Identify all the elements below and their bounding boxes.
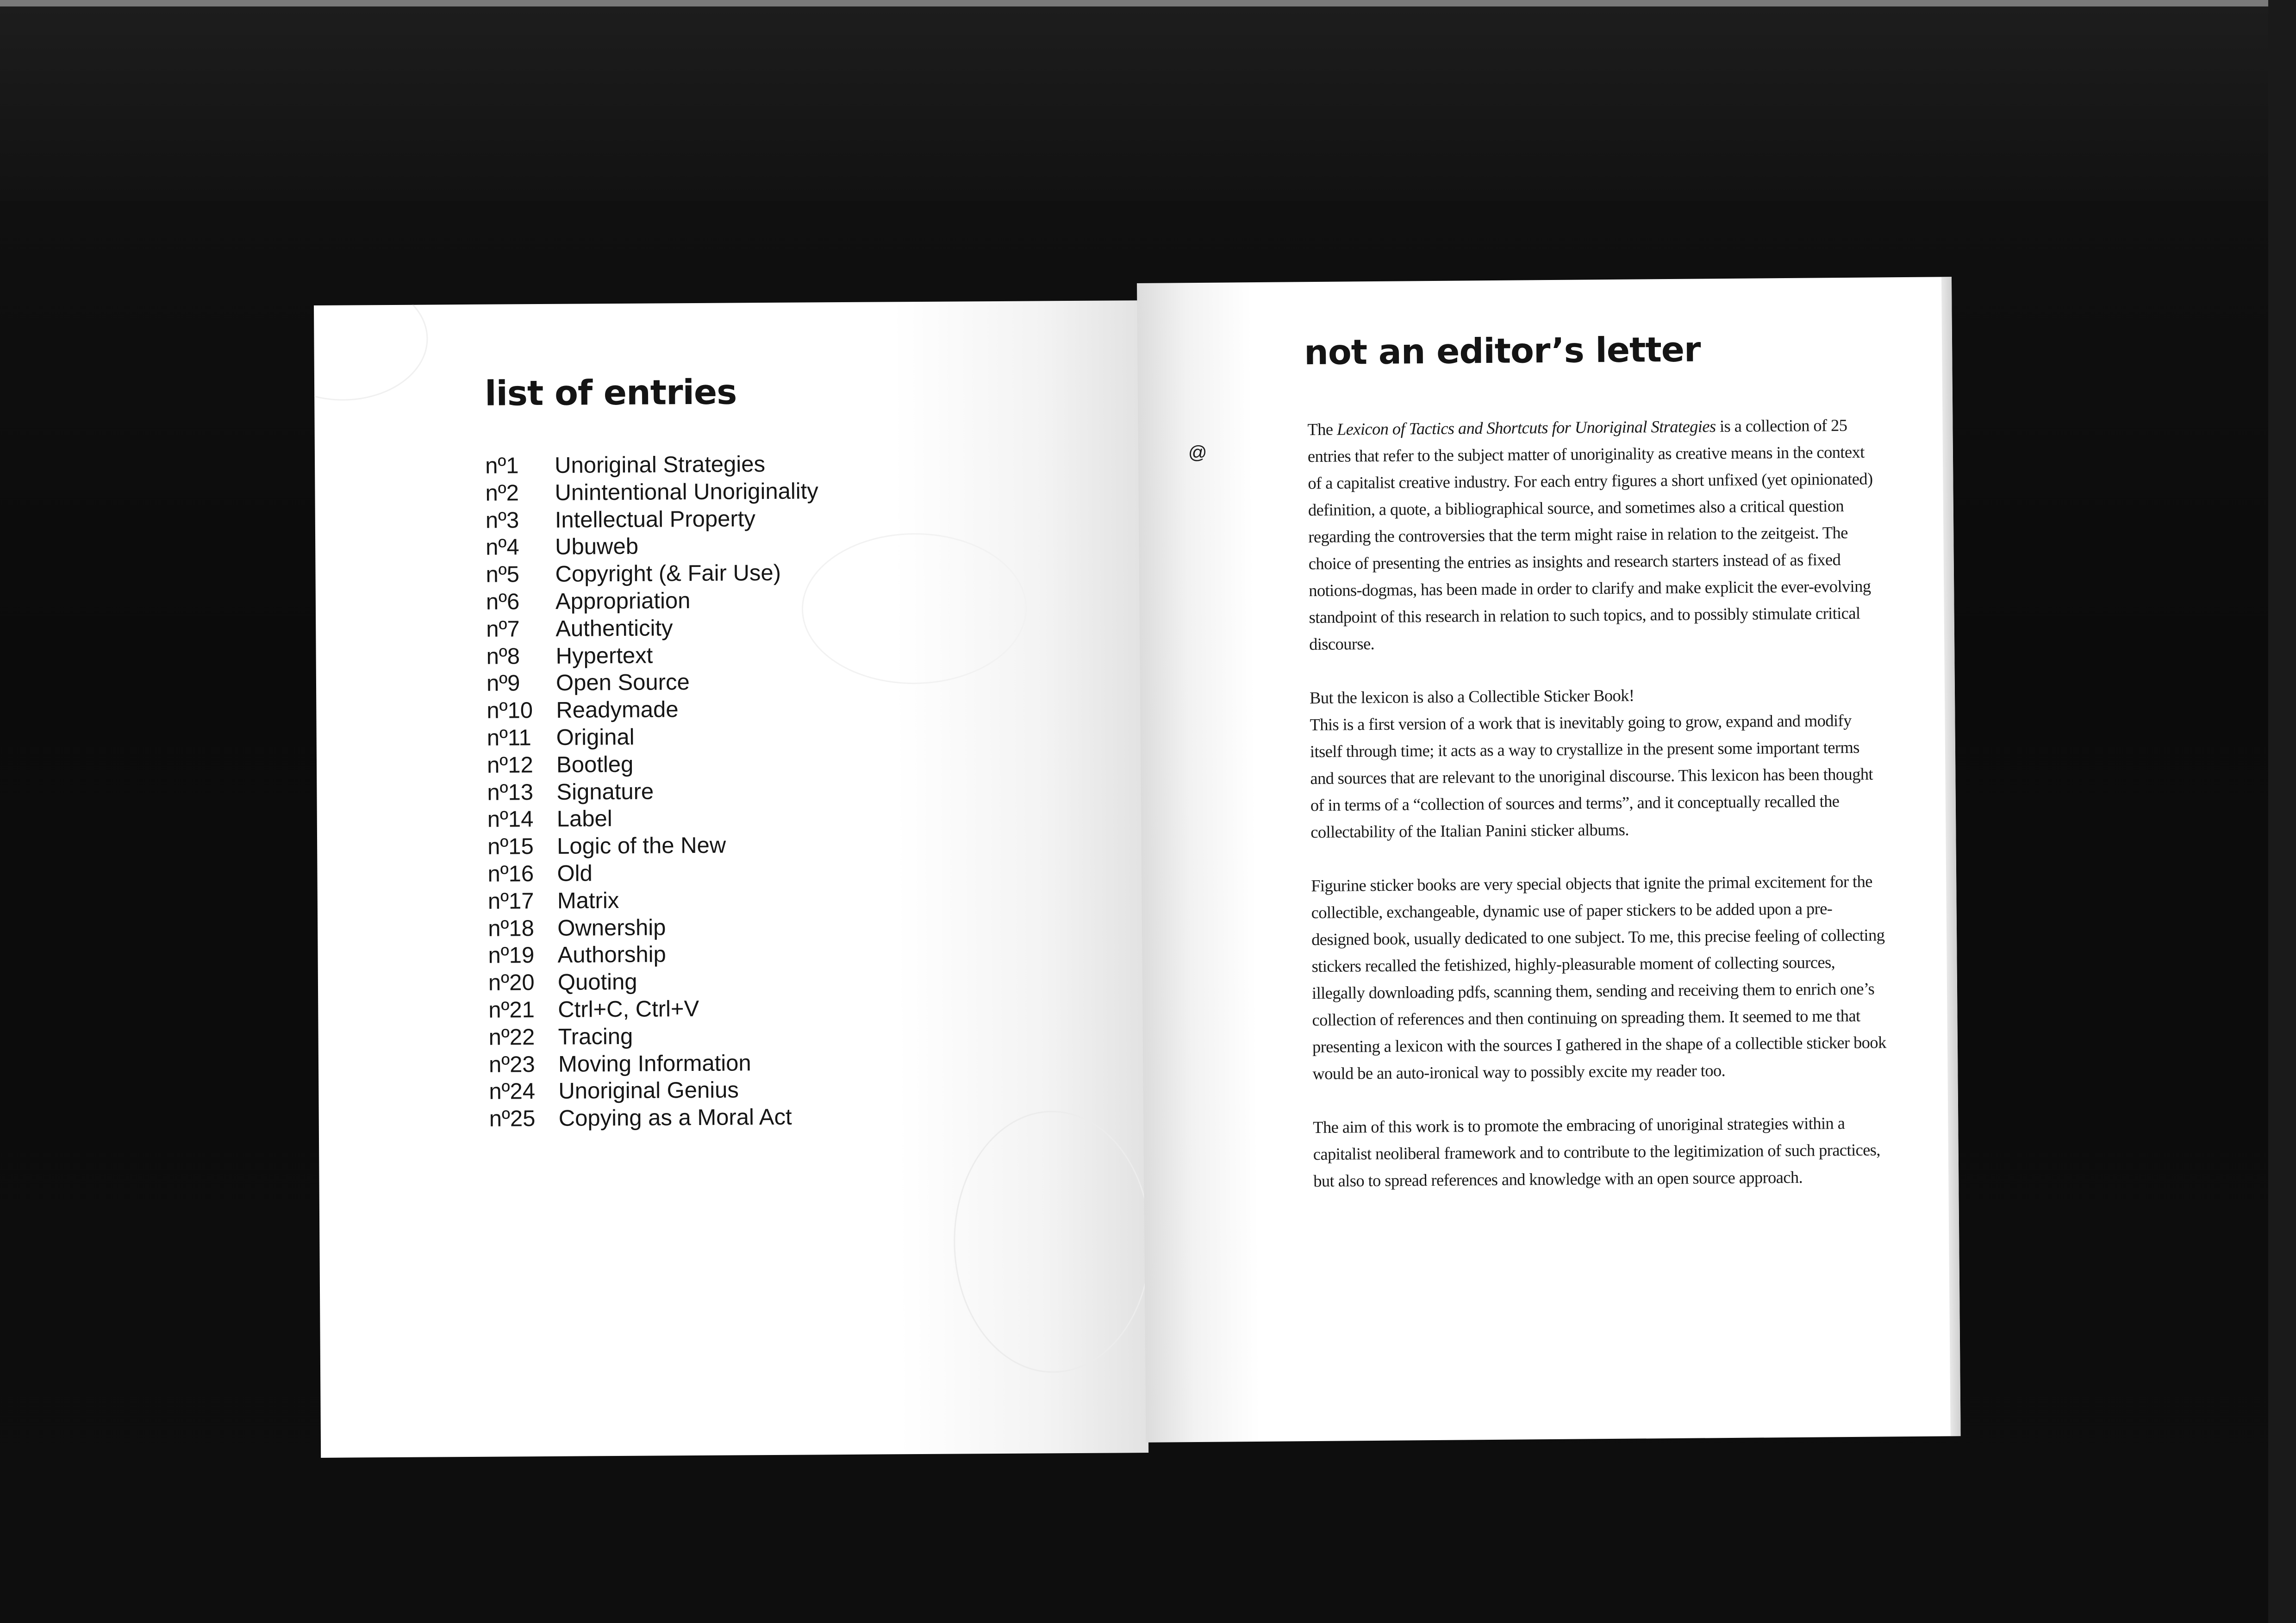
right-page [1137,277,1961,1443]
letter-paragraph: The aim of this work is to promote the embracing of unoriginal strategies within a capitalist neoliberal framework and to contribute to the legitimization of such practices, but also to spread references and knowledge with an open source approach. [1313,1113,1881,1191]
list-item [485,450,818,479]
entries-list [485,450,822,1132]
entry-name: Ctrl+C, Ctrl+V [558,996,699,1022]
letter-text: But the lexicon is also a Collectible Sticker Book! [1309,685,1635,708]
list-item [486,532,819,561]
entry-number: nº2 [485,480,519,506]
list-item [486,586,819,616]
list-item [489,1103,823,1132]
page-title: list of entries [484,372,737,414]
scanner-top-edge [0,0,2296,6]
page-edge-strip [1941,277,1961,1436]
entry-number: nº24 [489,1079,536,1105]
letter-paragraph: Figurine sticker books are very special objects that ignite the primal excitement for the collectible, exchangeable, dynamic use of paper stickers to be added upon a pre-designed book, usually dedicated to one subject. To me, this precise feeling of collecting stickers recalled the fetishized, highly-pleasurable moment of collecting sources, illegally downloading pdfs, scanning them, sending and receiving them to enrich one’s collection of references and then continuing on spreading them. It seemed to me that presenting a lexicon with the sources I gathered in the shape of a collectible sticker book would be an auto-ironical way to possibly excite my reader too. [1311,871,1886,1083]
list-item [488,886,821,915]
entry-number: nº18 [488,915,535,941]
entry-number: nº9 [486,671,520,696]
entry-name: Unoriginal Strategies [554,452,766,478]
entry-name: Unoriginal Genius [558,1077,739,1104]
entry-name: Copyright (& Fair Use) [555,560,781,587]
list-item [488,913,821,942]
editor-letter-body [1307,411,1888,1221]
list-item [487,858,821,888]
ghost-curve-decoration [801,533,1027,685]
entry-name: Bootleg [556,752,634,777]
list-item [487,668,820,697]
letter-paragraph [1310,680,1885,846]
entry-name: Original [556,724,635,750]
entry-number: nº5 [486,562,520,587]
list-item [486,505,819,534]
entry-number: nº11 [487,725,531,751]
list-item [486,560,819,589]
entry-name: Authenticity [555,616,673,641]
list-item [487,777,820,806]
entry-number: nº19 [488,943,535,969]
entry-name: Old [557,861,593,886]
entry-number: nº8 [486,643,520,669]
entry-number: nº10 [487,698,533,723]
list-item [487,722,820,752]
entry-number: nº13 [487,779,534,805]
entry-number: nº15 [487,834,534,859]
letter-text: This is a first version of a work that is inevitably going to grow, expand and modify itself through time; it acts as a way to crystallize in the present some important terms and sources that are relevant to the unoriginal discourse. This lexicon has been thought of in terms of a “collection of sources and terms”, and it conceptually recalled the collectability of the Italian Panini sticker albums. [1310,710,1873,842]
entry-name: Intellectual Property [555,506,756,533]
list-item [487,696,820,725]
list-item [489,1076,822,1106]
list-item [489,1049,822,1078]
entry-name: Readymade [556,697,679,723]
entry-name: Unintentional Unoriginality [555,479,818,505]
scanner-top-band [0,6,2296,201]
letter-paragraph [1307,411,1883,658]
entry-number: nº1 [485,453,519,479]
entry-number: nº16 [487,861,534,887]
entry-name: Authorship [557,942,667,968]
letter-text: is a collection of 25 entries that refer to the subject matter of unoriginality as creative means in the context of a capitalist creative industry. For each entry figures a short unfixed (yet opinionated) definition, a quote, a bibliographical source, and sometimes also a critical question regarding the controversies that the term might raise in relation to the zeitgeist. The choice of presenting the entries as insights and research starters instead of as fixed notions-dogmas, has been made in order to clarify and make explicit the ever-evolving standpoint of this research in relation to such topics, and to possibly stimulate critical discourse. [1307,415,1873,654]
entry-name: Quoting [557,969,637,995]
entry-name: Tracing [558,1024,633,1050]
entry-number: nº6 [486,589,520,615]
entry-number: nº4 [486,535,519,560]
page-title: not an editor’s letter [1304,330,1701,373]
list-item [488,1022,822,1051]
entry-number: nº22 [488,1024,535,1050]
entry-number: nº23 [488,1051,535,1077]
list-item [487,831,821,860]
entry-name: Hypertext [555,643,653,669]
list-item [486,614,819,643]
entry-name: Ownership [557,914,666,941]
at-sign-marker: @ [1188,442,1207,463]
entry-number: nº7 [486,616,520,642]
entry-name: Moving Information [558,1050,751,1077]
list-item [488,967,822,996]
entry-name: Copying as a Moral Act [558,1104,792,1131]
entry-name: Appropriation [555,588,691,614]
list-item [488,940,821,970]
entry-number: nº3 [485,507,519,533]
entry-name: Logic of the New [556,833,726,859]
entry-number: nº14 [487,807,534,833]
entry-number: nº20 [488,970,535,995]
entry-number: nº17 [487,888,534,914]
entry-name: Ubuweb [555,534,639,560]
ghost-bubble-decoration [953,1110,1149,1374]
scanner-right-shade [2268,0,2296,1623]
left-page [314,300,1148,1458]
entry-name: Label [556,806,612,832]
ghost-curve-decoration [314,300,428,401]
entry-number: nº21 [488,997,535,1023]
list-item [486,641,819,670]
list-item [487,750,820,779]
entry-number: nº12 [487,752,533,778]
entry-name: Signature [556,779,654,805]
list-item [485,478,818,507]
list-item [487,804,821,833]
letter-text: The [1307,419,1337,439]
entry-number: nº25 [489,1106,536,1132]
entry-name: Matrix [557,888,619,914]
entry-name: Open Source [555,670,690,696]
list-item [488,995,822,1024]
book-title-italic: Lexicon of Tactics and Shortcuts for Unoriginal Strategies [1336,417,1716,439]
